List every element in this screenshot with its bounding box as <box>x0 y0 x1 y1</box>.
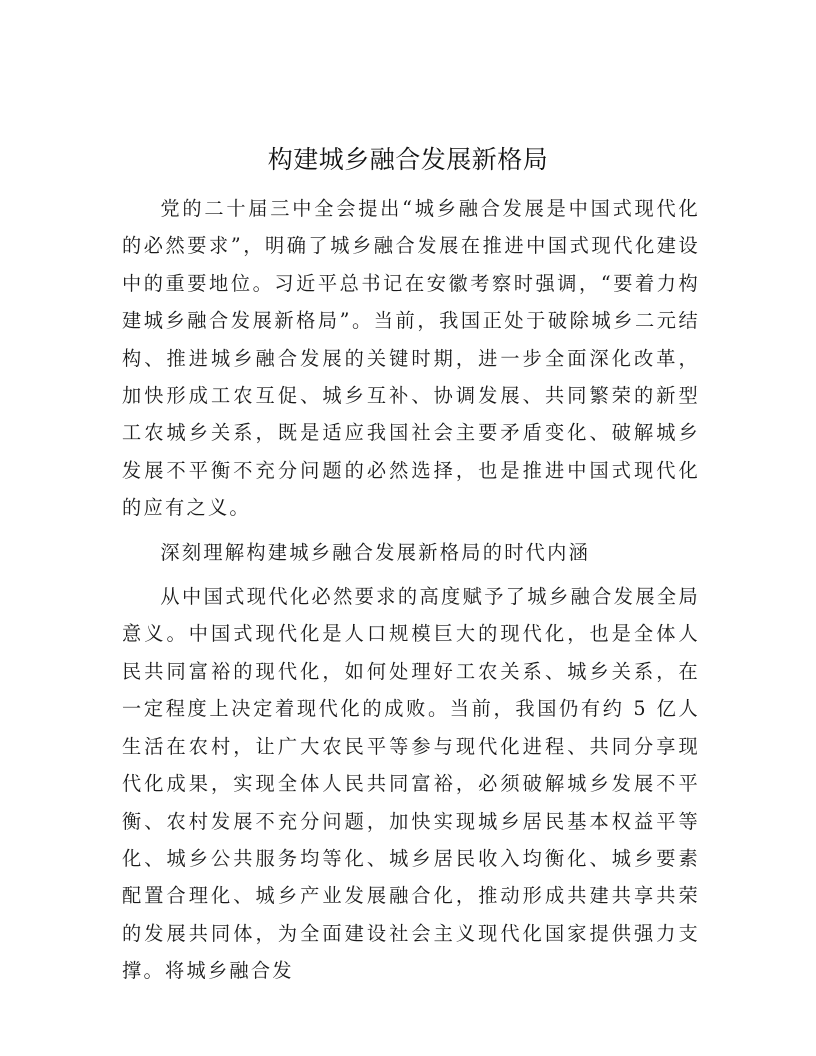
paragraph-section-1: 从中国式现代化必然要求的高度赋予了城乡融合发展全局意义。中国式现代化是人口规模巨大的现代化，也是全体人民共同富裕的现代化，如何处理好工农关系、城乡关系，在一定程度上决定着现代化的成败。当前，我国仍有约 5 亿人生活在农村，让广大农民平等参与现代化进程、共同分享现代化成果，实现全体人民共同富裕，必须破解城乡发展不平衡、农村发展不充分问题，加快实现城乡居民基本权益平等化、城乡公共服务均等化、城乡居民收入均衡化、城乡要素配置合理化、城乡产业发展融合化，推动形成共建共享共荣的发展共同体，为全面建设社会主义现代化国家提供强力支撑。将城乡融合发 <box>122 585 700 983</box>
document-body <box>122 190 700 997</box>
paragraph-intro: 党的二十届三中全会提出“城乡融合发展是中国式现代化的必然要求”，明确了城乡融合发展在推进中国式现代化建设中的重要地位。习近平总书记在安徽考察时强调，“要着力构建城乡融合发展新格局”。当前，我国正处于破除城乡二元结构、推进城乡融合发展的关键时期，进一步全面深化改革，加快形成工农互促、城乡互补、协调发展、共同繁荣的新型工农城乡关系，既是适应我国社会主要矛盾变化、破解城乡发展不平衡不充分问题的必然选择，也是推进中国式现代化的应有之义。 <box>122 197 700 520</box>
document-title: 构建城乡融合发展新格局 <box>267 145 549 174</box>
section-heading: 深刻理解构建城乡融合发展新格局的时代内涵 <box>160 540 591 564</box>
